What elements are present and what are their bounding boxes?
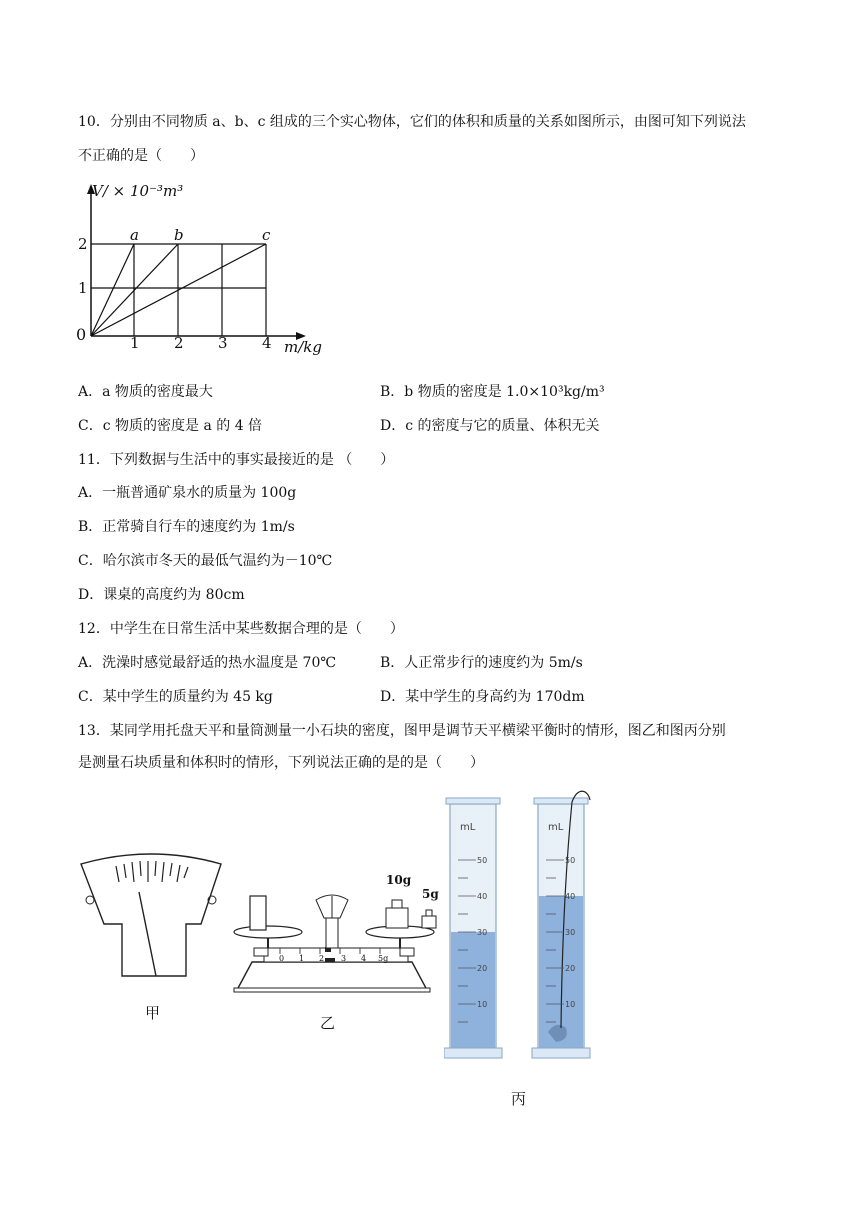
q10-stem-line2: 不正确的是（ ） (78, 148, 204, 164)
cyl1-tick-10: 10 (477, 1000, 488, 1009)
q12-option-a: A．洗澡时感觉最舒适的热水温度是 70℃ (78, 655, 337, 671)
caption-yi: 乙 (320, 1014, 336, 1032)
q13-stem-line2: 是测量石块质量和体积时的情形，下列说法正确的是的是（ ） (78, 755, 484, 771)
y-tick-2: 2 (78, 235, 88, 253)
q10-option-a: A．a 物质的密度最大 (78, 384, 213, 400)
cyl2-tick-10: 10 (565, 1000, 576, 1009)
x-tick-3: 3 (218, 334, 228, 352)
cyl2-tick-40: 40 (565, 892, 576, 901)
ruler-1: 1 (299, 954, 305, 963)
q11-option-a: A．一瓶普通矿泉水的质量为 100g (78, 485, 297, 501)
cyl1-tick-50: 50 (477, 856, 488, 865)
line-label-c: c (262, 226, 271, 244)
cyl2-tick-20: 20 (565, 964, 576, 973)
q11-stem: 11．下列数据与生活中的事实最接近的是 （ ） (78, 452, 395, 468)
cyl2-tick-30: 30 (565, 928, 576, 937)
q10-option-c: C．c 物质的密度是 a 的 4 倍 (78, 418, 263, 434)
x-axis-label: m/kg (284, 338, 322, 356)
q12-option-c: C．某中学生的质量约为 45 kg (78, 689, 273, 705)
ruler-2: 2 (319, 954, 325, 963)
ruler-4: 4 (361, 954, 367, 963)
figure-bing-cylinders (444, 784, 614, 1064)
x-tick-1: 1 (130, 334, 140, 352)
line-label-a: a (130, 226, 139, 244)
q11-option-c: C．哈尔滨市冬天的最低气温约为－10℃ (78, 553, 333, 569)
line-label-b: b (174, 226, 184, 244)
q13-stem-line1: 13．某同学用托盘天平和量筒测量一小石块的密度，图甲是调节天平横梁平衡时的情形，图乙和图丙分别 (78, 723, 726, 739)
cylinder-after (532, 791, 590, 1058)
q10-option-b: B．b 物质的密度是 1.0×10³kg/m³ (380, 384, 605, 400)
ruler-5g: 5g (378, 954, 389, 963)
weight-5g: 5g (422, 887, 439, 901)
cyl1-tick-20: 20 (477, 964, 488, 973)
q10-stem-line1: 10．分别由不同物质 a、b、c 组成的三个实心物体，它们的体积和质量的关系如图所示，由图可知下列说法 (78, 114, 746, 130)
caption-jia: 甲 (145, 1004, 161, 1022)
y-axis-label: V/ × 10⁻³m³ (92, 182, 184, 200)
weight-10g: 10g (386, 873, 412, 887)
ruler-3: 3 (341, 954, 347, 963)
cyl2-tick-50: 50 (565, 856, 576, 865)
cyl1-tick-30: 30 (477, 928, 488, 937)
figure-jia-pointer-scale (76, 852, 226, 982)
x-tick-4: 4 (262, 334, 272, 352)
ruler-0: 0 (279, 954, 285, 963)
q10-option-d: D．c 的密度与它的质量、体积无关 (380, 418, 600, 434)
q10-volume-mass-graph (70, 178, 340, 358)
q11-option-d: D．课桌的高度约为 80cm (78, 587, 245, 603)
cylinder1-unit: mL (460, 822, 476, 833)
figure-yi-balance (222, 870, 442, 1000)
q12-option-b: B．人正常步行的速度约为 5m/s (380, 655, 583, 671)
x-tick-2: 2 (174, 334, 184, 352)
q12-option-d: D．某中学生的身高约为 170dm (380, 689, 585, 705)
series-a-line (91, 244, 134, 336)
q12-stem: 12．中学生在日常生活中某些数据合理的是（ ） (78, 621, 404, 637)
q11-option-b: B．正常骑自行车的速度约为 1m/s (78, 519, 295, 535)
cylinder2-unit: mL (548, 822, 564, 833)
origin-label: 0 (76, 325, 87, 344)
cyl1-tick-40: 40 (477, 892, 488, 901)
cylinder-before (444, 798, 502, 1058)
caption-bing: 丙 (511, 1090, 527, 1108)
y-tick-1: 1 (78, 279, 88, 297)
